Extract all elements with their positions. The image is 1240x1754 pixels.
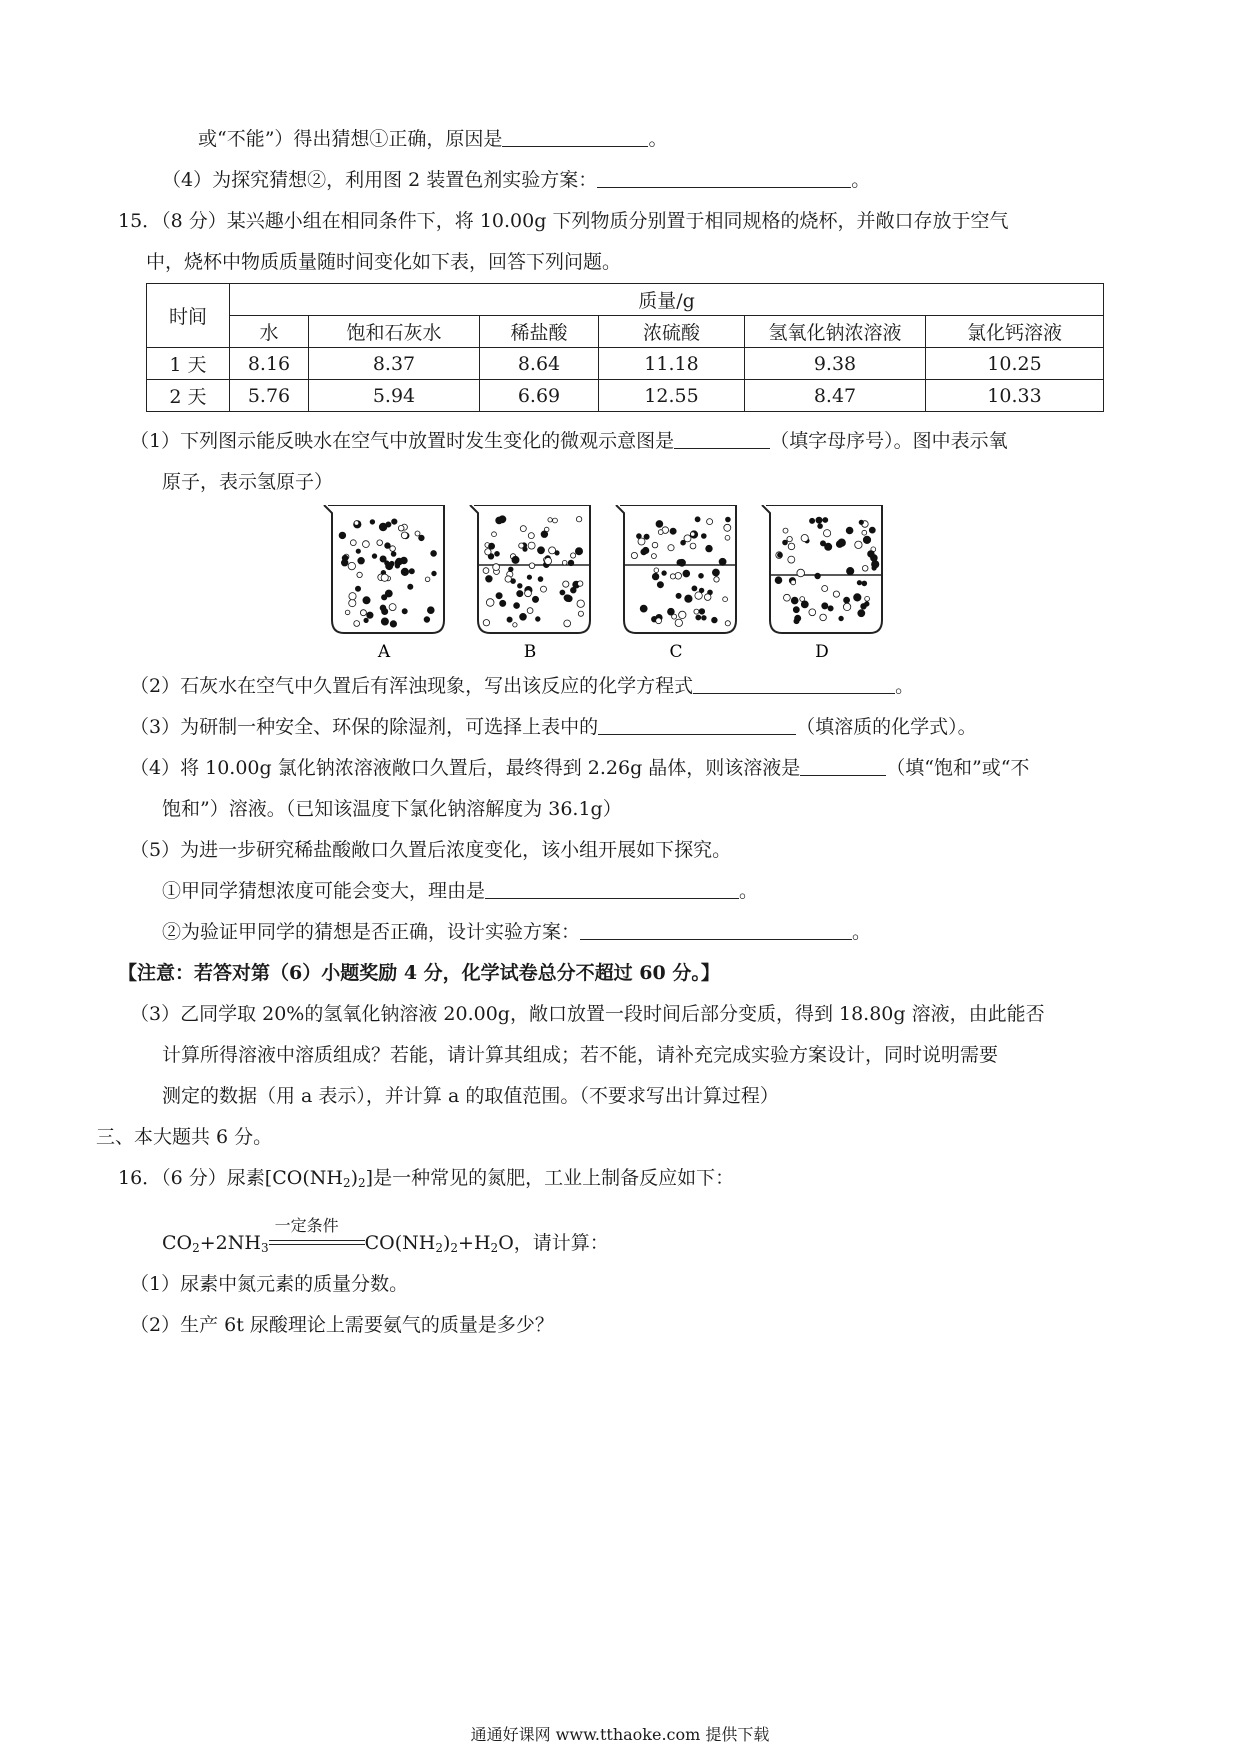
molecule-atom	[869, 527, 875, 533]
molecule-atom	[695, 517, 700, 522]
q15-5: （5）为进一步研究稀盐酸敞口久置后浓度变化，该小组开展如下探究。	[130, 839, 732, 861]
table-row	[147, 348, 1104, 380]
molecule-atom	[809, 609, 816, 616]
molecule-atom	[386, 563, 393, 570]
molecule-atom	[348, 562, 355, 569]
molecule-atom	[631, 552, 637, 558]
molecule-atom	[787, 536, 792, 541]
molecule-atom	[415, 531, 420, 536]
molecule-atom	[380, 556, 386, 562]
molecule-atom	[360, 610, 366, 616]
molecule-atom	[528, 542, 535, 549]
molecule-atom	[538, 547, 545, 554]
molecule-atom	[690, 543, 696, 549]
molecule-atom	[575, 548, 582, 555]
molecule-atom	[519, 543, 524, 548]
molecule-atom	[675, 573, 682, 580]
molecule-atom	[342, 555, 348, 561]
molecule-atom	[520, 526, 526, 532]
molecule-atom	[419, 535, 425, 541]
molecule-atom	[822, 603, 828, 609]
molecule-atom	[699, 573, 704, 578]
table-cell: 6.69	[480, 380, 599, 412]
molecule-atom	[409, 569, 414, 574]
molecule-atom	[844, 597, 850, 603]
molecule-atom	[862, 581, 867, 586]
answer-blank[interactable]	[580, 919, 852, 940]
molecule-atom	[507, 617, 512, 622]
bonus-note: 【注意：若答对第（6）小题奖励 4 分，化学试卷总分不超过 60 分。】	[118, 962, 720, 984]
molecule-atom	[385, 590, 392, 597]
molecule-atom	[791, 597, 798, 604]
answer-blank[interactable]	[800, 755, 886, 776]
molecule-atom	[525, 590, 532, 597]
molecule-atom	[571, 587, 577, 593]
q15-1: （1）下列图示能反映水在空气中放置时发生变化的微观示意图是 （填字母序号）。图中表示氧	[130, 430, 1008, 452]
molecule-atom	[640, 605, 647, 612]
q16-2: （2）生产 6t 尿酸理论上需要氨气的质量是多少？	[130, 1314, 554, 1336]
molecule-atom	[652, 573, 659, 580]
molecule-atom	[536, 617, 541, 622]
molecule-atom	[345, 610, 350, 615]
subscript: 2	[342, 1176, 351, 1190]
molecule-atom	[364, 618, 368, 622]
subscript: 2	[435, 1241, 443, 1255]
molecule-atom	[714, 577, 719, 582]
molecule-atom	[865, 596, 870, 601]
molecule-atom	[677, 560, 683, 566]
beaker-group	[324, 505, 882, 662]
q15-2: （2）石灰水在空气中久置后有浑浊现象，写出该反应的化学方程式 。	[130, 675, 915, 697]
molecule-atom	[725, 535, 730, 540]
molecule-atom	[541, 531, 548, 538]
molecule-atom	[672, 614, 677, 619]
molecule-atom	[432, 571, 437, 576]
molecule-atom	[699, 609, 705, 615]
molecule-atom	[349, 593, 356, 600]
molecule-atom	[349, 600, 356, 607]
molecule-atom	[643, 547, 649, 553]
answer-blank[interactable]	[693, 673, 895, 694]
molecule-atom	[820, 614, 827, 621]
double-line	[269, 1240, 365, 1245]
molecule-atom	[644, 534, 649, 539]
molecule-atom	[797, 569, 805, 577]
molecule-atom	[725, 621, 730, 626]
subscript: 2	[358, 1176, 366, 1190]
molecule-atom	[726, 517, 731, 522]
beaker-label: B	[523, 642, 537, 662]
molecule-atom	[846, 527, 853, 534]
molecule-atom	[354, 621, 360, 627]
molecule-atom	[357, 572, 362, 577]
molecule-atom	[390, 546, 396, 552]
molecule-atom	[395, 564, 400, 569]
molecule-atom	[862, 530, 867, 535]
molecule-atom	[381, 574, 388, 581]
q14-3-continuation: 或“不能”）得出猜想①正确，原因是 。	[198, 128, 668, 150]
molecule-atom	[505, 576, 511, 582]
molecule-atom	[527, 608, 533, 614]
molecule-atom	[424, 617, 430, 623]
molecule-atom	[553, 518, 558, 523]
molecule-atom	[810, 518, 815, 523]
beaker-c	[616, 505, 736, 662]
q15-3: （3）为研制一种安全、环保的除湿剂，可选择上表中的 （填溶质的化学式）。	[130, 716, 977, 738]
molecule-atom	[401, 568, 408, 575]
molecule-atom	[548, 518, 552, 522]
molecule-atom	[656, 521, 663, 528]
subscript: 2	[490, 1241, 499, 1255]
table-col-header: 浓硫酸	[599, 316, 745, 348]
molecule-atom	[401, 532, 408, 539]
q15-5b: ②为验证甲同学的猜想是否正确，设计实验方案： 。	[162, 921, 872, 943]
molecule-atom	[696, 615, 701, 620]
beaker-d	[762, 505, 882, 662]
table-row-header: 时间	[147, 284, 230, 348]
molecule-atom	[377, 540, 383, 546]
molecule-atom	[695, 592, 702, 599]
molecule-atom	[816, 517, 822, 523]
q14-4: （4）为探究猜想②，利用图 2 装置色剂实验方案： 。	[162, 169, 871, 191]
molecule-atom	[822, 586, 828, 592]
molecule-atom	[518, 584, 523, 589]
molecule-atom	[839, 616, 844, 621]
molecule-atom	[712, 569, 719, 576]
q15-5a: ①甲同学猜想浓度可能会变大，理由是 。	[162, 880, 759, 902]
molecule-atom	[520, 613, 527, 620]
answer-blank[interactable]	[597, 167, 851, 188]
molecule-atom	[560, 590, 565, 595]
chemical-equation: $CO_2+2NH_3$ 一定条件 $CO(NH_2)_2+H_2O$，请计算：	[162, 1230, 609, 1256]
molecule-atom	[564, 620, 571, 627]
molecule-atom	[795, 615, 801, 621]
molecule-atom	[692, 586, 697, 591]
molecule-atom	[562, 560, 567, 565]
molecule-atom	[791, 580, 796, 585]
molecule-atom	[788, 556, 795, 563]
molecule-atom	[679, 611, 686, 618]
molecule-atom	[668, 545, 674, 551]
section-three-heading: 三、本大题共 6 分。	[96, 1126, 273, 1148]
molecule-atom	[704, 594, 711, 601]
q16-1: （1）尿素中氮元素的质量分数。	[130, 1273, 409, 1295]
molecule-atom	[486, 599, 494, 607]
molecule-atom	[568, 560, 574, 566]
molecule-atom	[389, 604, 396, 611]
molecule-atom	[398, 525, 404, 531]
molecule-atom	[788, 543, 795, 550]
molecule-atom	[427, 607, 434, 614]
molecule-atom	[571, 553, 576, 558]
answer-blank[interactable]	[674, 428, 770, 449]
molecule-atom	[363, 541, 370, 548]
molecule-atom	[868, 551, 875, 558]
molecule-atom	[863, 536, 870, 543]
molecule-atom	[549, 547, 556, 554]
table-cell: 5.94	[309, 380, 480, 412]
molecule-atom	[496, 593, 502, 599]
table-cell: 8.64	[480, 348, 599, 380]
table-col-header: 水	[230, 316, 309, 348]
table-group-header: 质量/g	[230, 284, 1104, 316]
molecule-atom	[847, 567, 854, 574]
table-cell: 11.18	[599, 348, 745, 380]
molecule-atom	[367, 612, 373, 618]
molecule-atom	[577, 600, 584, 607]
molecule-atom	[576, 517, 581, 522]
molecule-atom	[706, 545, 713, 552]
molecule-atom	[431, 551, 437, 557]
molecule-atom	[528, 533, 534, 539]
molecule-atom	[670, 528, 676, 534]
molecule-atom	[379, 523, 387, 531]
molecule-atom	[694, 609, 699, 614]
molecule-atom	[483, 620, 489, 626]
molecule-atom	[652, 542, 658, 548]
table-cell: 5.76	[230, 380, 309, 412]
q15-4-cont: 饱和”）溶液。（已知该温度下氯化钠溶解度为 36.1g）	[162, 798, 622, 820]
table-cell: 10.33	[926, 380, 1104, 412]
molecule-atom	[401, 557, 408, 564]
molecule-atom	[675, 619, 682, 626]
molecule-atom	[638, 538, 645, 545]
molecule-atom	[801, 601, 808, 608]
molecule-atom	[495, 551, 500, 556]
molecule-atom	[651, 554, 656, 559]
molecule-atom	[818, 524, 823, 529]
molecule-atom	[657, 582, 663, 588]
molecule-atom	[514, 603, 520, 609]
q16-stem: 16．（6 分）尿素$[CO(NH_2)_2]$是一种常见的氮肥，工业上制备反应如下：	[118, 1167, 735, 1190]
molecule-atom	[425, 577, 430, 582]
molecule-atom	[824, 530, 831, 537]
molecule-atom	[681, 540, 686, 545]
molecule-atom	[354, 521, 359, 526]
molecule-atom	[565, 595, 572, 602]
molecule-atom	[783, 540, 788, 545]
molecule-atom	[363, 597, 370, 604]
beaker-label: C	[669, 642, 683, 662]
molecule-atom	[408, 584, 413, 589]
molecule-atom	[358, 557, 365, 564]
beaker-a	[324, 505, 444, 662]
molecule-atom	[702, 616, 707, 621]
molecule-atom	[855, 541, 862, 548]
subscript: 2	[450, 1241, 459, 1255]
answer-blank[interactable]	[502, 126, 648, 147]
beaker-diagram	[320, 505, 940, 665]
molecule-atom	[783, 528, 788, 533]
molecule-atom	[390, 621, 396, 627]
molecule-atom	[527, 575, 531, 579]
molecule-atom	[801, 535, 808, 542]
molecule-atom	[724, 524, 731, 531]
molecule-atom	[872, 566, 876, 570]
molecule-atom	[859, 520, 863, 524]
table-col-header: 饱和石灰水	[309, 316, 480, 348]
molecule-atom	[828, 606, 833, 611]
molecule-atom	[532, 596, 538, 602]
table-cell: 8.47	[745, 380, 926, 412]
molecule-atom	[843, 603, 850, 610]
q15-4: （4）将 10.00g 氯化钠浓溶液敞口久置后，最终得到 2.26g 晶体，则该溶液是 （填“饱和”或“不	[130, 757, 1030, 779]
molecule-atom	[793, 607, 799, 613]
table-cell: 8.16	[230, 348, 309, 380]
table-col-header: 氯化钙溶液	[926, 316, 1104, 348]
molecule-atom	[509, 567, 514, 572]
molecule-atom	[838, 539, 846, 547]
molecule-atom	[538, 577, 543, 582]
molecule-atom	[654, 568, 659, 573]
molecule-atom	[489, 543, 495, 549]
molecule-atom	[492, 532, 497, 537]
molecule-atom	[701, 534, 706, 539]
molecule-atom	[350, 540, 356, 546]
q15-stem: 15．（8 分）某兴趣小组在相同条件下，将 10.00g 下列物质分别置于相同规格的烧杯，并敞口存放于空气	[118, 210, 1009, 232]
answer-blank[interactable]	[598, 714, 796, 735]
molecule-atom	[356, 549, 360, 553]
table-cell: 12.55	[599, 380, 745, 412]
molecule-atom	[862, 566, 868, 572]
molecule-atom	[517, 591, 523, 597]
molecule-atom	[483, 568, 489, 574]
molecule-atom	[545, 558, 552, 565]
table-col-header: 氢氧化钠浓溶液	[745, 316, 926, 348]
q15-6a: （3）乙同学取 20%的氢氧化钠溶液 20.00g，敞口放置一段时间后部分变质，得到 18.80g 溶液，由此能否	[130, 1003, 1045, 1025]
molecule-atom	[391, 552, 396, 557]
q15-6c: 测定的数据（用 a 表示），并计算 a 的取值范围。（不要求写出计算过程）	[162, 1085, 779, 1107]
answer-blank[interactable]	[485, 878, 739, 899]
molecule-atom	[493, 564, 500, 571]
molecule-atom	[778, 553, 783, 558]
mass-table	[146, 283, 1104, 412]
beaker-b	[470, 505, 590, 662]
molecule-atom	[500, 600, 506, 606]
molecule-atom	[656, 618, 662, 624]
molecule-atom	[707, 519, 713, 525]
molecule-atom	[823, 518, 828, 523]
reaction-condition: 一定条件	[274, 1216, 339, 1235]
table-cell: 8.37	[309, 348, 480, 380]
beaker-outline	[616, 505, 736, 633]
molecule-atom	[683, 570, 690, 577]
molecule-atom	[723, 597, 728, 602]
molecule-atom	[339, 532, 346, 539]
molecule-atom	[486, 576, 493, 583]
q15-6b: 计算所得溶液中溶质组成？若能，请计算其组成；若不能，请补充完成实验方案设计，同时说明需要	[162, 1044, 999, 1066]
molecule-atom	[402, 609, 407, 614]
molecule-atom	[541, 586, 547, 592]
molecule-atom	[529, 563, 535, 569]
table-cell: 9.38	[745, 348, 926, 380]
molecule-atom	[496, 517, 503, 524]
molecule-atom	[854, 594, 861, 601]
molecule-atom	[662, 571, 667, 576]
molecule-atom	[370, 520, 375, 525]
molecule-atom	[857, 581, 861, 585]
molecule-atom	[513, 623, 517, 627]
molecule-atom	[670, 574, 675, 579]
row-label: 2 天	[147, 380, 230, 412]
q15-stem-2: 中，烧杯中物质质量随时间变化如下表，回答下列问题。	[146, 251, 622, 273]
molecule-atom	[658, 530, 663, 535]
molecule-atom	[563, 581, 569, 587]
molecule-atom	[372, 554, 377, 559]
molecule-atom	[392, 519, 397, 524]
molecule-atom	[858, 610, 865, 617]
reaction-arrow	[269, 1216, 365, 1251]
molecule-atom	[512, 556, 519, 563]
molecule-atom	[676, 593, 681, 598]
molecule-atom	[712, 617, 718, 623]
q15-1-cont: 原子，表示氢原子）	[162, 471, 334, 493]
table-cell: 10.25	[926, 348, 1104, 380]
molecule-atom	[381, 618, 388, 625]
molecule-atom	[578, 611, 583, 616]
table-row	[147, 380, 1104, 412]
molecule-atom	[825, 543, 832, 550]
molecule-atom	[685, 595, 692, 602]
beaker-label: A	[377, 642, 391, 662]
molecule-atom	[865, 602, 870, 607]
molecule-atom	[784, 594, 791, 601]
table-col-header: 稀盐酸	[480, 316, 599, 348]
row-label: 1 天	[147, 348, 230, 380]
molecule-atom	[833, 591, 839, 597]
molecule-atom	[815, 573, 821, 579]
molecule-atom	[385, 543, 391, 549]
table-header-row	[147, 316, 1104, 348]
molecule-atom	[485, 549, 491, 555]
molecule-atom	[578, 581, 583, 586]
molecule-atom	[691, 532, 695, 536]
beaker-label: D	[815, 642, 829, 662]
molecule-atom	[382, 608, 388, 614]
molecule-atom	[775, 577, 782, 584]
molecule-atom	[355, 586, 360, 591]
page-footer: 通通好课网 www.tthaoke.com 提供下载	[470, 1725, 770, 1744]
molecule-atom	[719, 558, 726, 565]
